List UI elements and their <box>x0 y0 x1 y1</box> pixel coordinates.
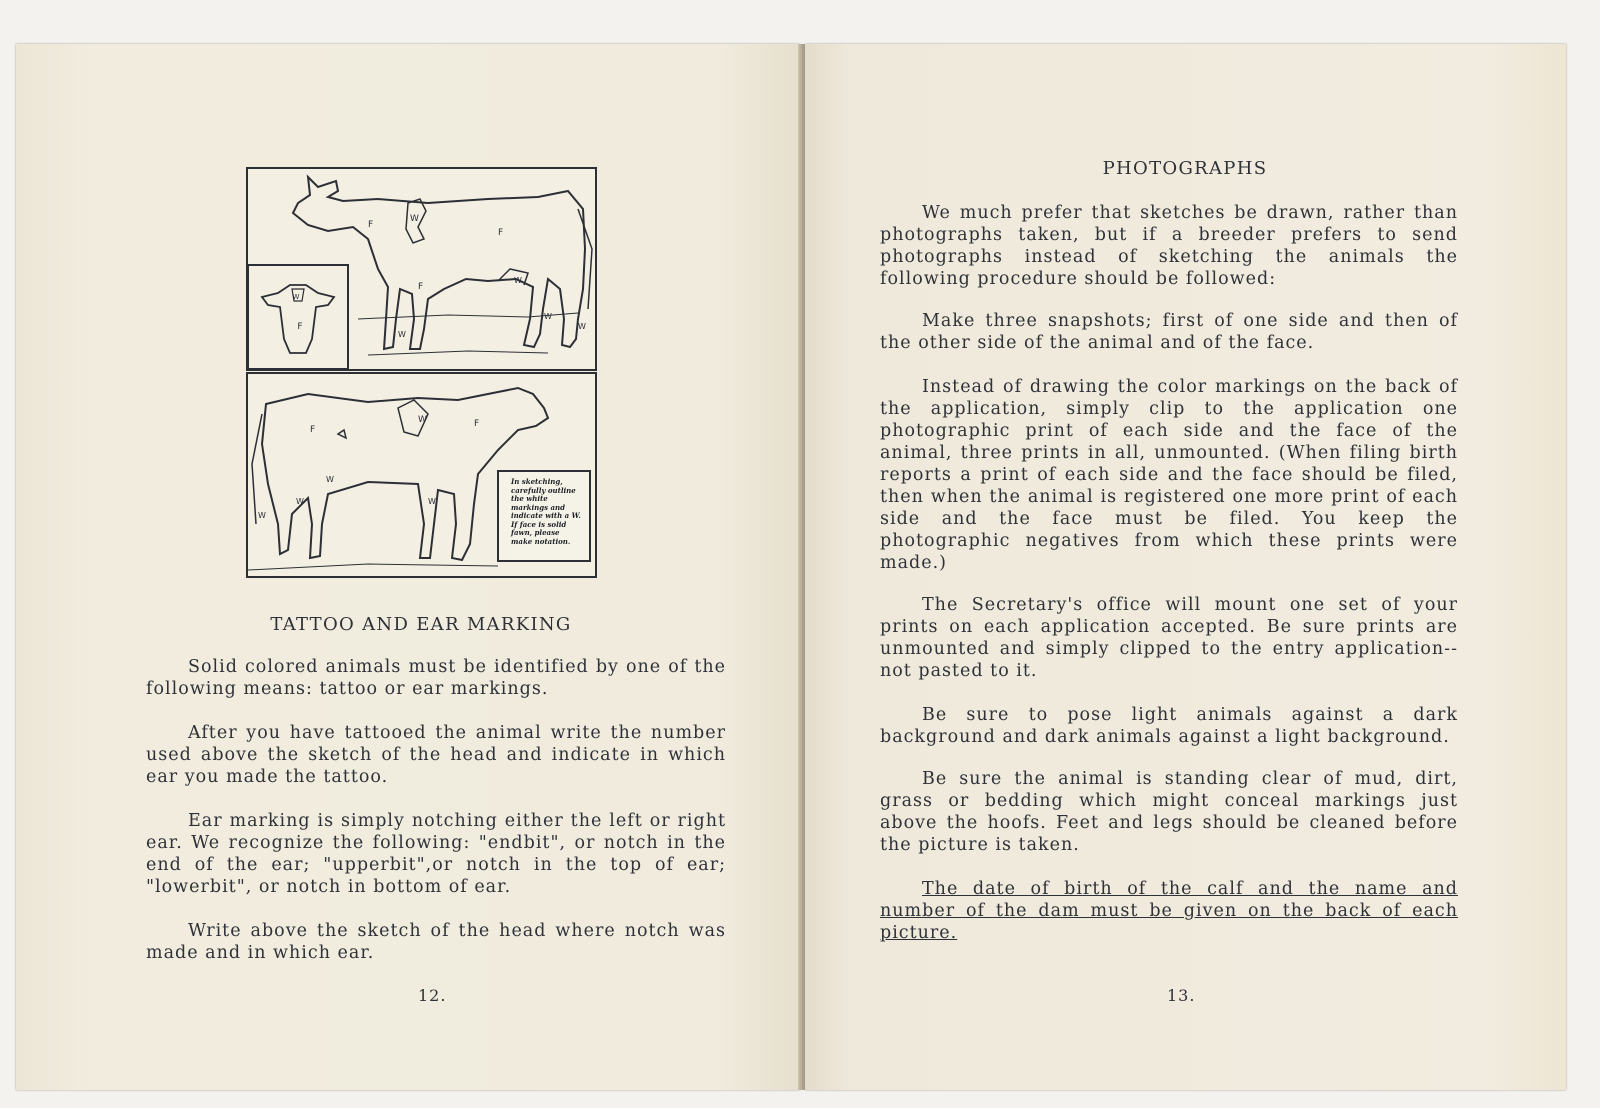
svg-text:F: F <box>418 282 424 292</box>
svg-text:W: W <box>544 312 552 321</box>
booklet-spread <box>16 44 1566 1090</box>
left-paragraph-1: Solid colored animals must be identified by one of the following means: tattoo or ear markings. <box>146 657 726 699</box>
right-paragraph-5: Be sure to pose light animals against a dark background and dark animals against a light background. <box>880 705 1458 747</box>
right-page <box>805 44 1566 1090</box>
right-paragraph-underlined <box>880 878 1458 944</box>
left-paragraph-3: Ear marking is simply notching either the left or right ear. We recognize the following: "endbit", or notch in the end of the ear; "upperbit",or notch in the top of ear; "lowerbit", or notch in bottom of ear. <box>146 811 726 897</box>
svg-text:F: F <box>368 220 374 230</box>
right-paragraph-3: Instead of drawing the color markings on the back of the application, simply clip to the application one photographic print of each side and the face of the animal, three prints in all, unmounted. (When filing birth reports a print of each side and the face should be filed, then when the animal is registered one more print of each side and the face must be filed. You keep the photographic negatives from which these prints were made.) <box>880 377 1458 573</box>
right-paragraph-6: Be sure the animal is standing clear of mud, dirt, grass or bedding which might conceal markings just above the hoofs. Feet and legs should be cleaned before the picture is taken. <box>880 769 1458 855</box>
sketching-note: In sketching, carefully outline the white markings and indicate with a W. If face is solid fawn, please make notation. <box>497 470 591 562</box>
page-number-right: 13. <box>1167 986 1196 1005</box>
top-cow-figure <box>246 167 597 371</box>
svg-text:W: W <box>296 497 304 506</box>
right-paragraph-2: Make three snapshots; first of one side and then of the other side of the animal and of the face. <box>880 311 1458 353</box>
right-paragraph-4: The Secretary's office will mount one set of your prints on each application accepted. Be sure prints are unmounted and simply clipped to the entry application--not pasted to it. <box>880 595 1458 681</box>
svg-text:W: W <box>326 475 334 484</box>
svg-text:W: W <box>258 511 266 520</box>
bottom-cow-figure <box>246 372 597 578</box>
svg-text:W: W <box>418 415 427 425</box>
underlined-instruction: The date of birth of the calf and the name and number of the dam must be given on the back of each picture. <box>880 879 1458 943</box>
left-paragraph-2: After you have tattooed the animal write the number used above the sketch of the head and indicate in which ear you made the tattoo. <box>146 723 726 787</box>
svg-text:W: W <box>514 276 522 285</box>
photographs-heading: PHOTOGRAPHS <box>1102 158 1268 179</box>
svg-text:W: W <box>398 330 406 339</box>
svg-text:F: F <box>474 419 480 429</box>
cow-side-sketch-left <box>248 169 595 369</box>
svg-text:W: W <box>428 497 436 506</box>
left-page <box>16 44 800 1090</box>
svg-text:W: W <box>292 293 300 301</box>
svg-text:W: W <box>578 322 586 331</box>
page-number-left: 12. <box>418 986 447 1005</box>
tattoo-heading: TATTOO AND EAR MARKING <box>270 614 572 635</box>
svg-text:F: F <box>297 322 303 332</box>
svg-text:W: W <box>410 214 419 224</box>
svg-text:F: F <box>498 228 504 238</box>
left-paragraph-4: Write above the sketch of the head where notch was made and in which ear. <box>146 921 726 963</box>
svg-text:F: F <box>310 425 316 435</box>
right-paragraph-1: We much prefer that sketches be drawn, rather than photographs taken, but if a breeder prefers to send photographs instead of sketching the animals the following procedure should be followed: <box>880 203 1458 289</box>
